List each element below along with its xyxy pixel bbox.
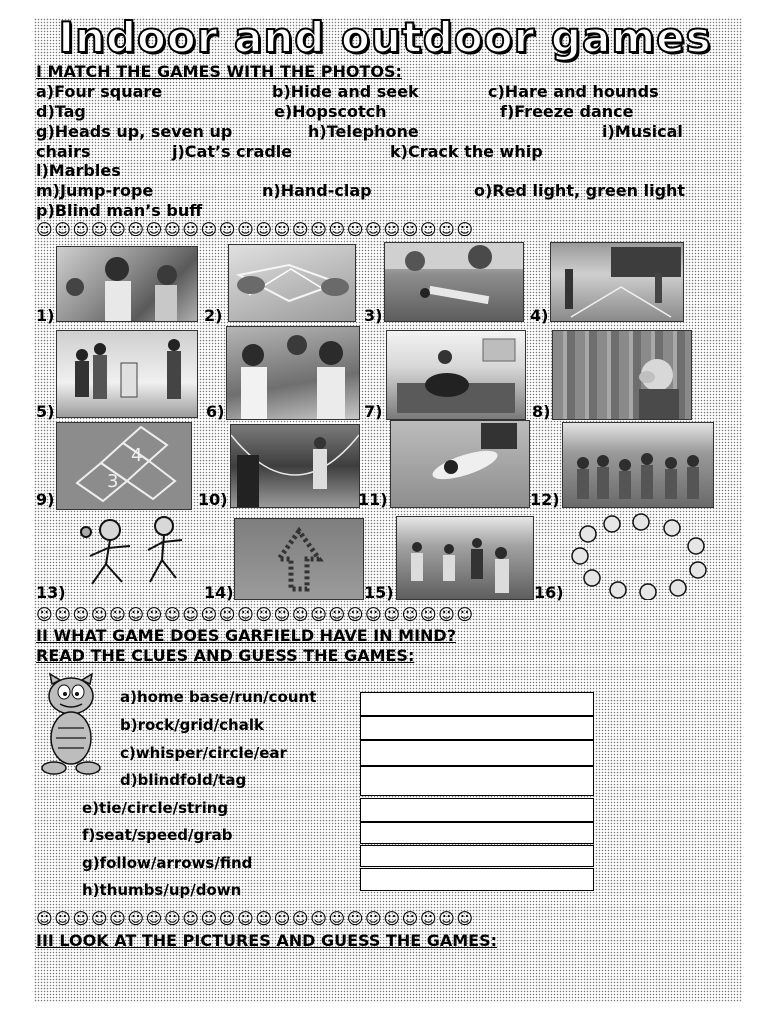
photo-number: 14) (204, 583, 234, 602)
clue-f: f)seat/speed/grab (82, 826, 233, 844)
clue-a: a)home base/run/count (120, 688, 317, 706)
section-1-heading: I MATCH THE GAMES WITH THE PHOTOS: (36, 62, 402, 81)
game-option: k)Crack the whip (390, 142, 543, 161)
photo-number: 10) (198, 490, 228, 509)
photo-number: 12) (530, 490, 560, 509)
answer-box-g[interactable] (360, 845, 594, 867)
photo-freeze-dance (56, 330, 198, 418)
game-option: c)Hare and hounds (488, 82, 659, 101)
photo-number: 3) (364, 306, 383, 325)
photo-four-square-court (550, 242, 684, 322)
answer-box-c[interactable] (360, 740, 594, 766)
game-option: d)Tag (36, 102, 86, 121)
photo-number: 16) (534, 583, 564, 602)
photo-number: 13) (36, 583, 66, 602)
photo-number: 11) (358, 490, 388, 509)
section-2-heading: II WHAT GAME DOES GARFIELD HAVE IN MIND? (36, 626, 456, 645)
answer-box-b[interactable] (360, 716, 594, 740)
photo-heads-up-seven-up (386, 330, 526, 420)
clue-h: h)thumbs/up/down (82, 881, 242, 899)
answer-box-d[interactable] (360, 766, 594, 796)
game-option: l)Marbles (36, 161, 121, 180)
clue-d: d)blindfold/tag (120, 771, 247, 789)
section-3-heading: III LOOK AT THE PICTURES AND GUESS THE GAMES: (36, 931, 497, 950)
photo-number: 7) (364, 402, 383, 421)
game-option: n)Hand-clap (262, 181, 372, 200)
photo-marbles (390, 420, 530, 508)
photo-hopscotch (56, 422, 192, 510)
answer-box-f[interactable] (360, 822, 594, 844)
game-option: h)Telephone (308, 122, 419, 141)
smiley-divider: ☺☺☺☺☺☺☺☺☺☺☺☺☺☺☺☺☺☺☺☺☺☺☺☺ (36, 605, 475, 624)
photo-chalk-arrow (234, 518, 364, 600)
answer-box-a[interactable] (360, 692, 594, 716)
game-option: o)Red light, green light (474, 181, 686, 200)
photo-number: 4) (530, 306, 549, 325)
photo-string-game-hands (228, 244, 356, 322)
photo-number: 2) (204, 306, 223, 325)
photo-number: 6) (206, 402, 225, 421)
photo-number: 8) (532, 402, 551, 421)
svg-text:3: 3 (107, 471, 119, 492)
clue-e: e)tie/circle/string (82, 799, 229, 817)
answer-box-e[interactable] (360, 798, 594, 822)
clue-b: b)rock/grid/chalk (120, 716, 264, 734)
smiley-divider: ☺☺☺☺☺☺☺☺☺☺☺☺☺☺☺☺☺☺☺☺☺☺☺☺ (36, 909, 475, 928)
photo-number: 9) (36, 490, 55, 509)
game-option: j)Cat’s cradle (172, 142, 293, 161)
photo-children-playing (56, 246, 198, 322)
photo-red-light-green-light (396, 516, 534, 600)
section-2-subheading: READ THE CLUES AND GUESS THE GAMES: (36, 646, 415, 665)
clue-g: g)follow/arrows/find (82, 854, 253, 872)
photo-field-game (384, 242, 524, 322)
svg-text:4: 4 (131, 445, 143, 466)
cartoon-telephone-circle (566, 512, 716, 600)
photo-jump-rope (230, 424, 360, 508)
photo-hide-and-seek (552, 330, 692, 420)
game-option: i)Musical (602, 122, 683, 141)
game-option: a)Four square (36, 82, 163, 101)
game-option: b)Hide and seek (272, 82, 419, 101)
game-option: f)Freeze dance (500, 102, 634, 121)
answer-box-h[interactable] (360, 868, 594, 891)
garfield-cartoon (38, 672, 104, 776)
page-title: Indoor and outdoor games (58, 13, 712, 62)
game-option: chairs (36, 142, 91, 161)
cartoon-chase-game (66, 512, 196, 596)
photo-number: 1) (36, 306, 55, 325)
clue-c: c)whisper/circle/ear (120, 744, 287, 762)
photo-crack-the-whip (562, 422, 714, 508)
photo-hand-clap (226, 326, 360, 420)
smiley-divider: ☺☺☺☺☺☺☺☺☺☺☺☺☺☺☺☺☺☺☺☺☺☺☺☺ (36, 220, 475, 239)
game-option: e)Hopscotch (274, 102, 387, 121)
photo-number: 5) (36, 402, 55, 421)
game-option: m)Jump-rope (36, 181, 154, 200)
game-option: g)Heads up, seven up (36, 122, 233, 141)
photo-number: 15) (364, 583, 394, 602)
game-option: p)Blind man’s buff (36, 201, 203, 220)
